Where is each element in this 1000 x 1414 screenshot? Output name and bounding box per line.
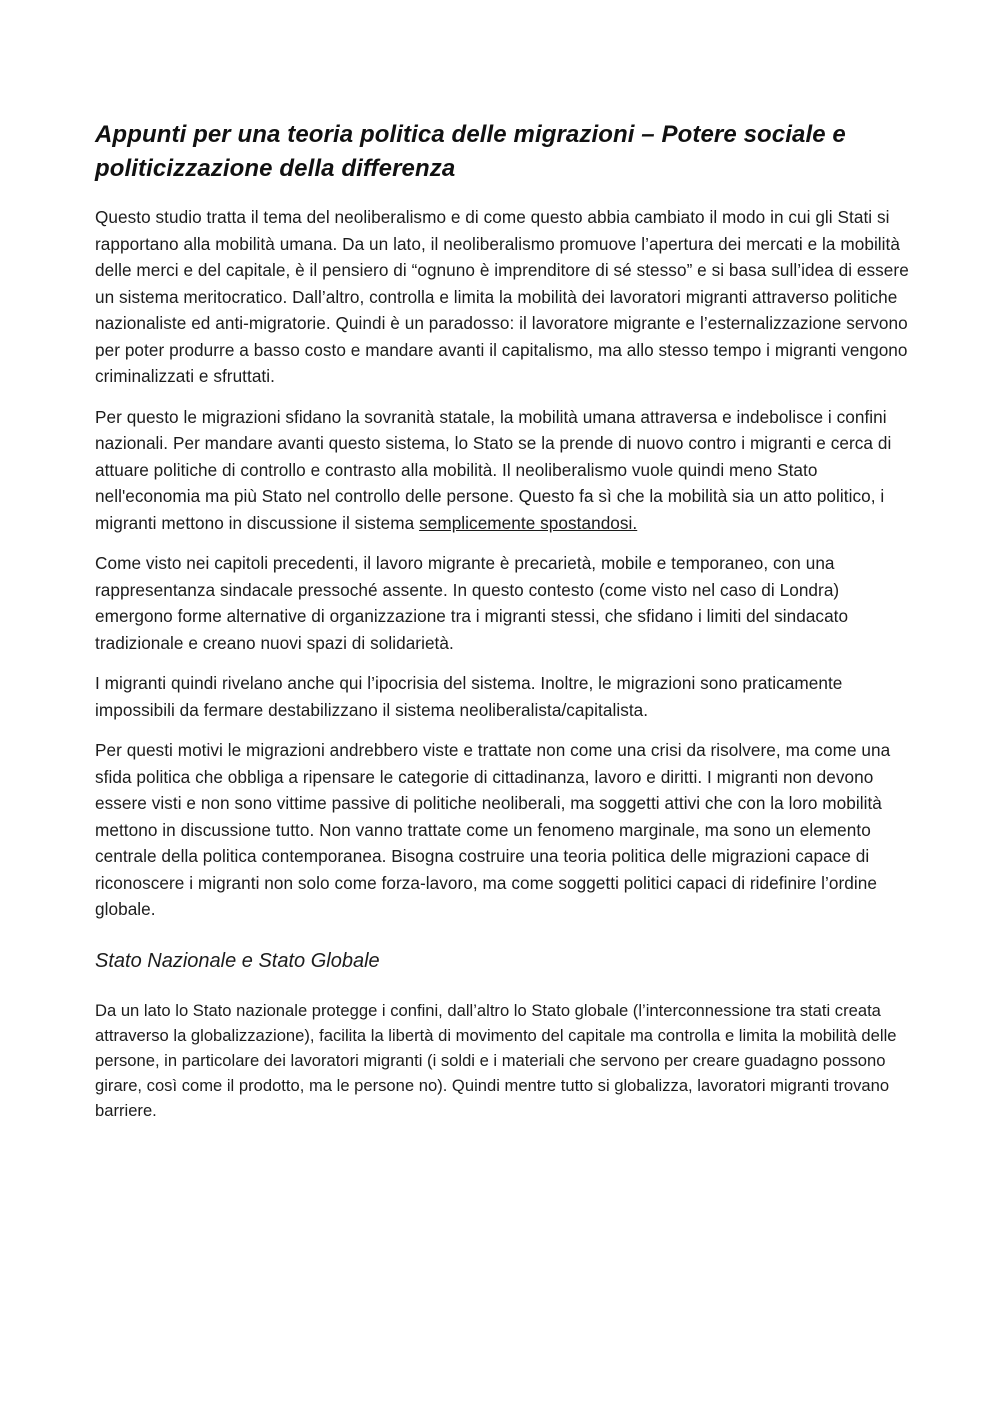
paragraph-sovereignty-text: Per questo le migrazioni sfidano la sovranità statale, la mobilità umana attraversa e indebolisce i confini nazionali. Per mandare avanti questo sistema, lo Stato se la prende di nuovo contro i migranti e cerca di attuare politiche di controllo e contrasto alla mobilità. Il neoliberalismo vuole quindi meno Stato nell'economia ma più Stato nel controllo delle persone. Questo fa sì che la mobilità sia un atto politico, i migranti mettono in discussione il sistema — [95, 406, 892, 533]
underlined-link[interactable]: semplicemente spostandosi. — [419, 512, 638, 533]
document-page — [95, 118, 910, 1123]
paragraph-national-global-state: Da un lato lo Stato nazionale protegge i confini, dall’altro lo Stato globale (l’interconnessione tra stati creata attraverso la globalizzazione), facilita la libertà di movimento del capitale ma controlla e limita la mobilità delle persone, in particolare dei lavoratori migranti (i soldi e i materiali che servono per creare guadagno possono girare, così come il prodotto, ma le persone no). Quindi mentre tutto si globalizza, lavoratori migranti trovano barriere. — [95, 1000, 897, 1120]
paragraph-hypocrisy: I migranti quindi rivelano anche qui l’ipocrisia del sistema. Inoltre, le migrazioni sono praticamente impossibili da fermare destabilizzano il sistema neoliberalista/capitalista. — [95, 673, 843, 720]
document-title: Appunti per una teoria politica delle migrazioni – Potere sociale e politicizzazione della differenza — [95, 121, 846, 182]
paragraph-neoliberalism: Questo studio tratta il tema del neoliberalismo e di come questo abbia cambiato il modo in cui gli Stati si rapportano alla mobilità umana. Da un lato, il neoliberalismo promuove l’apertura dei mercati e la mobilità delle merci e del capitale, è il pensiero di “ognuno è imprenditore di sé stesso” e si basa sull’idea di essere un sistema meritocratico. Dall’altro, controlla e limita la mobilità dei lavoratori migranti attraverso politiche nazionaliste ed anti-migratorie. Quindi è un paradosso: il lavoratore migrante e l’esternalizzazione servono per poter produrre a basso costo e mandare avanti il capitalismo, ma allo stesso tempo i migranti vengono criminalizzati e sfruttati. — [95, 207, 909, 386]
paragraph-sovereignty — [95, 404, 910, 537]
paragraph-political-challenge: Per questi motivi le migrazioni andrebbero viste e trattate non come una crisi da risolvere, ma come una sfida politica che obbliga a ripensare le categorie di cittadinanza, lavoro e diritti. I migranti non devono essere visti e non sono vittime passive di politiche neoliberali, ma soggetti attivi che con la loro mobilità mettono in discussione tutto. Non vanno trattate come un fenomeno marginale, ma sono un elemento centrale della politica contemporanea. Bisogna costruire una teoria politica delle migrazioni capace di riconoscere i migranti non solo come forza-lavoro, ma come soggetti politici capaci di ridefinire l’ordine globale. — [95, 740, 891, 919]
paragraph-migrant-labour: Come visto nei capitoli precedenti, il lavoro migrante è precarietà, mobile e temporaneo, con una rappresentanza sindacale pressoché assente. In questo contesto (come visto nel caso di Londra) emergono forme alternative di organizzazione tra i migranti stessi, che sfidano i limiti del sindacato tradizionale e creano nuovi spazi di solidarietà. — [95, 553, 849, 653]
section-heading: Stato Nazionale e Stato Globale — [95, 949, 380, 972]
